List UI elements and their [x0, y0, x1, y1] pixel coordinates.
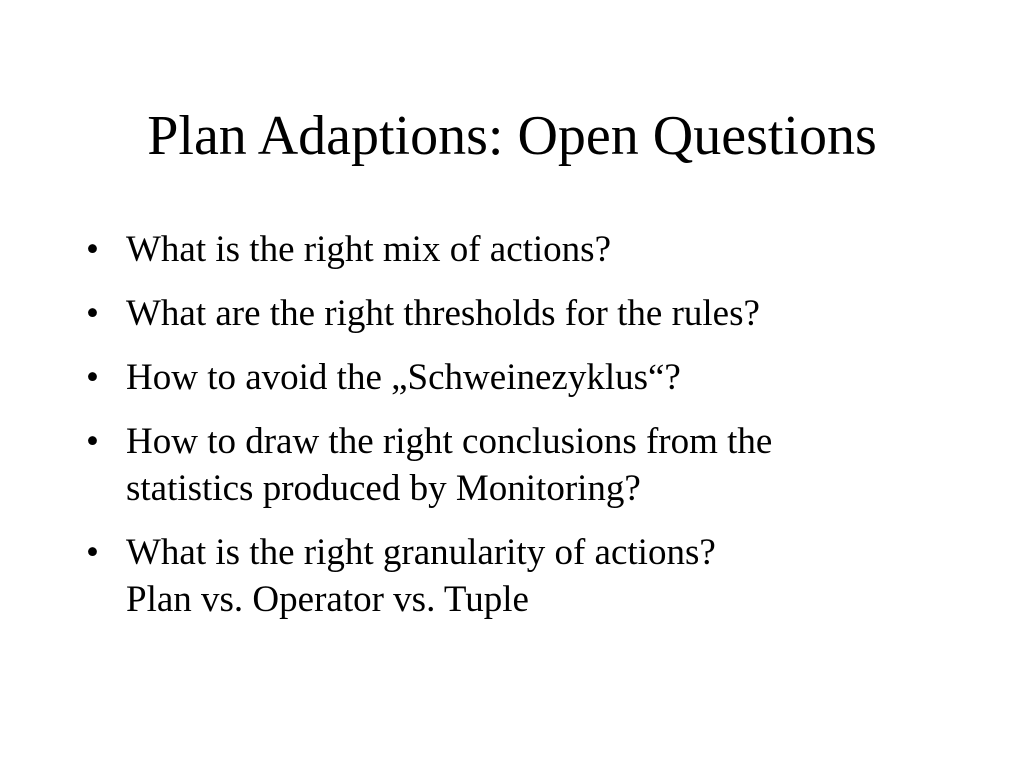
bullet-item — [84, 354, 964, 401]
bullet-icon: • — [86, 532, 99, 573]
bullet-text-continuation: statistics produced by Monitoring? — [126, 468, 641, 509]
bullet-item — [84, 529, 964, 623]
bullet-text: What are the right thresholds for the rules? — [126, 293, 760, 334]
slide-title: Plan Adaptions: Open Questions — [147, 105, 877, 167]
bullet-text: What is the right granularity of actions? — [126, 532, 716, 573]
bullet-icon: • — [86, 293, 99, 334]
bullet-text: How to draw the right conclusions from the — [126, 421, 773, 462]
bullet-text: How to avoid the „Schweinezyklus“? — [126, 357, 681, 398]
bullet-item — [84, 226, 964, 273]
bullet-list — [84, 226, 964, 640]
bullet-icon: • — [86, 357, 99, 398]
bullet-text-continuation: Plan vs. Operator vs. Tuple — [126, 579, 529, 620]
bullet-item — [84, 290, 964, 337]
bullet-item — [84, 418, 964, 512]
bullet-text: What is the right mix of actions? — [126, 229, 611, 270]
bullet-icon: • — [86, 421, 99, 462]
bullet-icon: • — [86, 229, 99, 270]
